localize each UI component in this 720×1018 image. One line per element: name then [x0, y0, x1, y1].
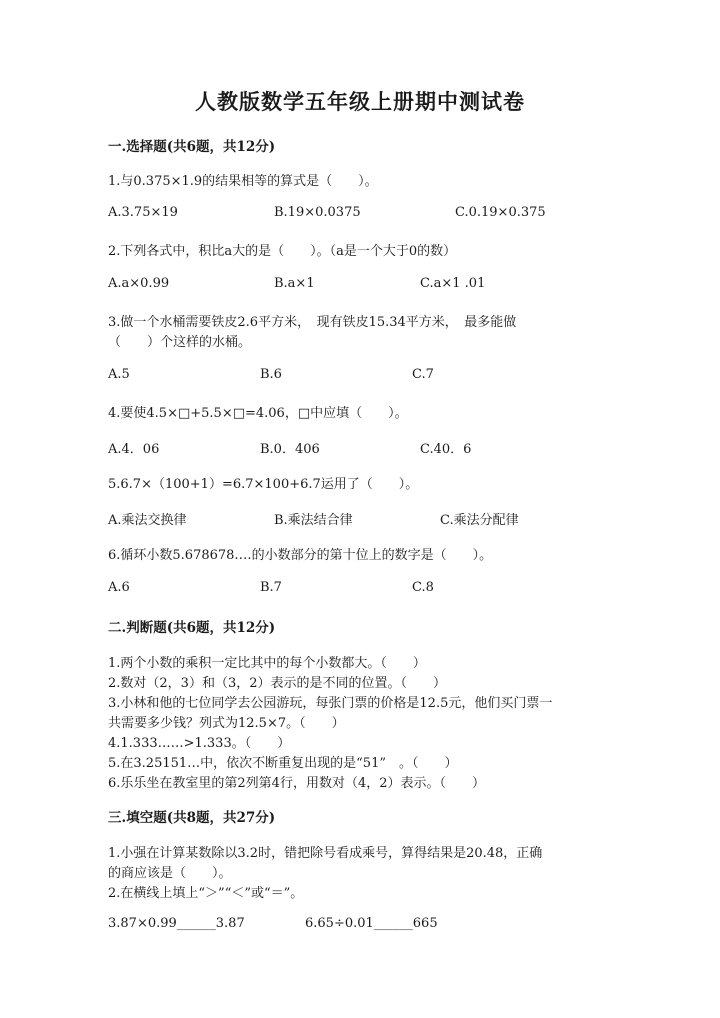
- q2-option-b: B.a×1: [274, 276, 315, 291]
- judge-line-3: 3.小林和他的七位同学去公园游玩，每张门票的价格是12.5元，他们买门票一: [108, 696, 553, 711]
- question-3-line-2: （ ）个这样的水桶。: [108, 335, 252, 350]
- question-1: 1.与0.375×1.9的结果相等的算式是（ ）。: [108, 174, 378, 189]
- question-4: 4.要使4.5×□+5.5×□=4.06，□中应填（ ）。: [108, 406, 408, 421]
- section-fill-heading: 三.填空题(共8题，共27分): [108, 810, 276, 826]
- q4-option-c: C.40．6: [420, 442, 472, 457]
- q1-option-b: B.19×0.0375: [274, 205, 361, 220]
- q2-option-c: C.a×1 .01: [420, 276, 486, 291]
- section-judge-heading: 二.判断题(共6题，共12分): [108, 620, 276, 636]
- fill-blank-2: 6.65÷0.01______665: [305, 916, 438, 931]
- q5-option-b: B.乘法结合律: [274, 513, 353, 528]
- q4-option-a: A.4．06: [108, 442, 160, 457]
- q6-option-b: B.7: [260, 580, 282, 595]
- q6-option-c: C.8: [412, 580, 434, 595]
- q1-option-c: C.0.19×0.375: [455, 205, 546, 220]
- q3-option-b: B.6: [260, 367, 282, 382]
- judge-line-7: 6.乐乐坐在教室里的第2列第4行，用数对（4，2）表示。（ ）: [108, 776, 485, 791]
- q6-option-a: A.6: [108, 580, 130, 595]
- q5-option-c: C.乘法分配律: [440, 513, 519, 528]
- question-6: 6.循环小数5.678678.…的小数部分的第十位上的数字是（ ）。: [108, 548, 493, 563]
- q4-option-b: B.0．406: [260, 442, 320, 457]
- question-3-line-1: 3.做一个水桶需要铁皮2.6平方米， 现有铁皮15.34平方米， 最多能做: [108, 315, 517, 330]
- judge-line-5: 4.1.333……>1.333。（ ）: [108, 736, 291, 751]
- fill-line-1: 1.小强在计算某数除以3.2时，错把除号看成乘号，算得结果是20.48，正确: [108, 846, 543, 861]
- q1-option-a: A.3.75×19: [108, 205, 178, 220]
- judge-line-4: 共需要多少钱？列式为12.5×7。（ ）: [108, 716, 345, 731]
- q2-option-a: A.a×0.99: [108, 276, 170, 291]
- question-5: 5.6.7×（100+1）=6.7×100+6.7运用了（ ）。: [108, 477, 419, 492]
- section-choice-heading: 一.选择题(共6题，共12分): [108, 139, 276, 155]
- fill-blank-1: 3.87×0.99______3.87: [108, 916, 245, 931]
- fill-line-3: 2.在横线上填上“＞”“＜”或“＝”。: [108, 886, 304, 901]
- judge-line-6: 5.在3.25151…中，依次不断重复出现的是“51” 。（ ）: [108, 756, 458, 771]
- judge-line-2: 2.数对（2，3）和（3，2）表示的是不同的位置。（ ）: [108, 676, 446, 691]
- fill-line-2: 的商应该是（ ）。: [108, 866, 232, 881]
- q5-option-a: A.乘法交换律: [108, 513, 187, 528]
- q3-option-a: A.5: [108, 367, 130, 382]
- judge-line-1: 1.两个小数的乘积一定比其中的每个小数都大。（ ）: [108, 656, 426, 671]
- q3-option-c: C.7: [412, 367, 434, 382]
- question-2: 2.下列各式中，积比a大的是（ ）。（a是一个大于0的数）: [108, 244, 457, 259]
- page-title: 人教版数学五年级上册期中测试卷: [195, 89, 525, 114]
